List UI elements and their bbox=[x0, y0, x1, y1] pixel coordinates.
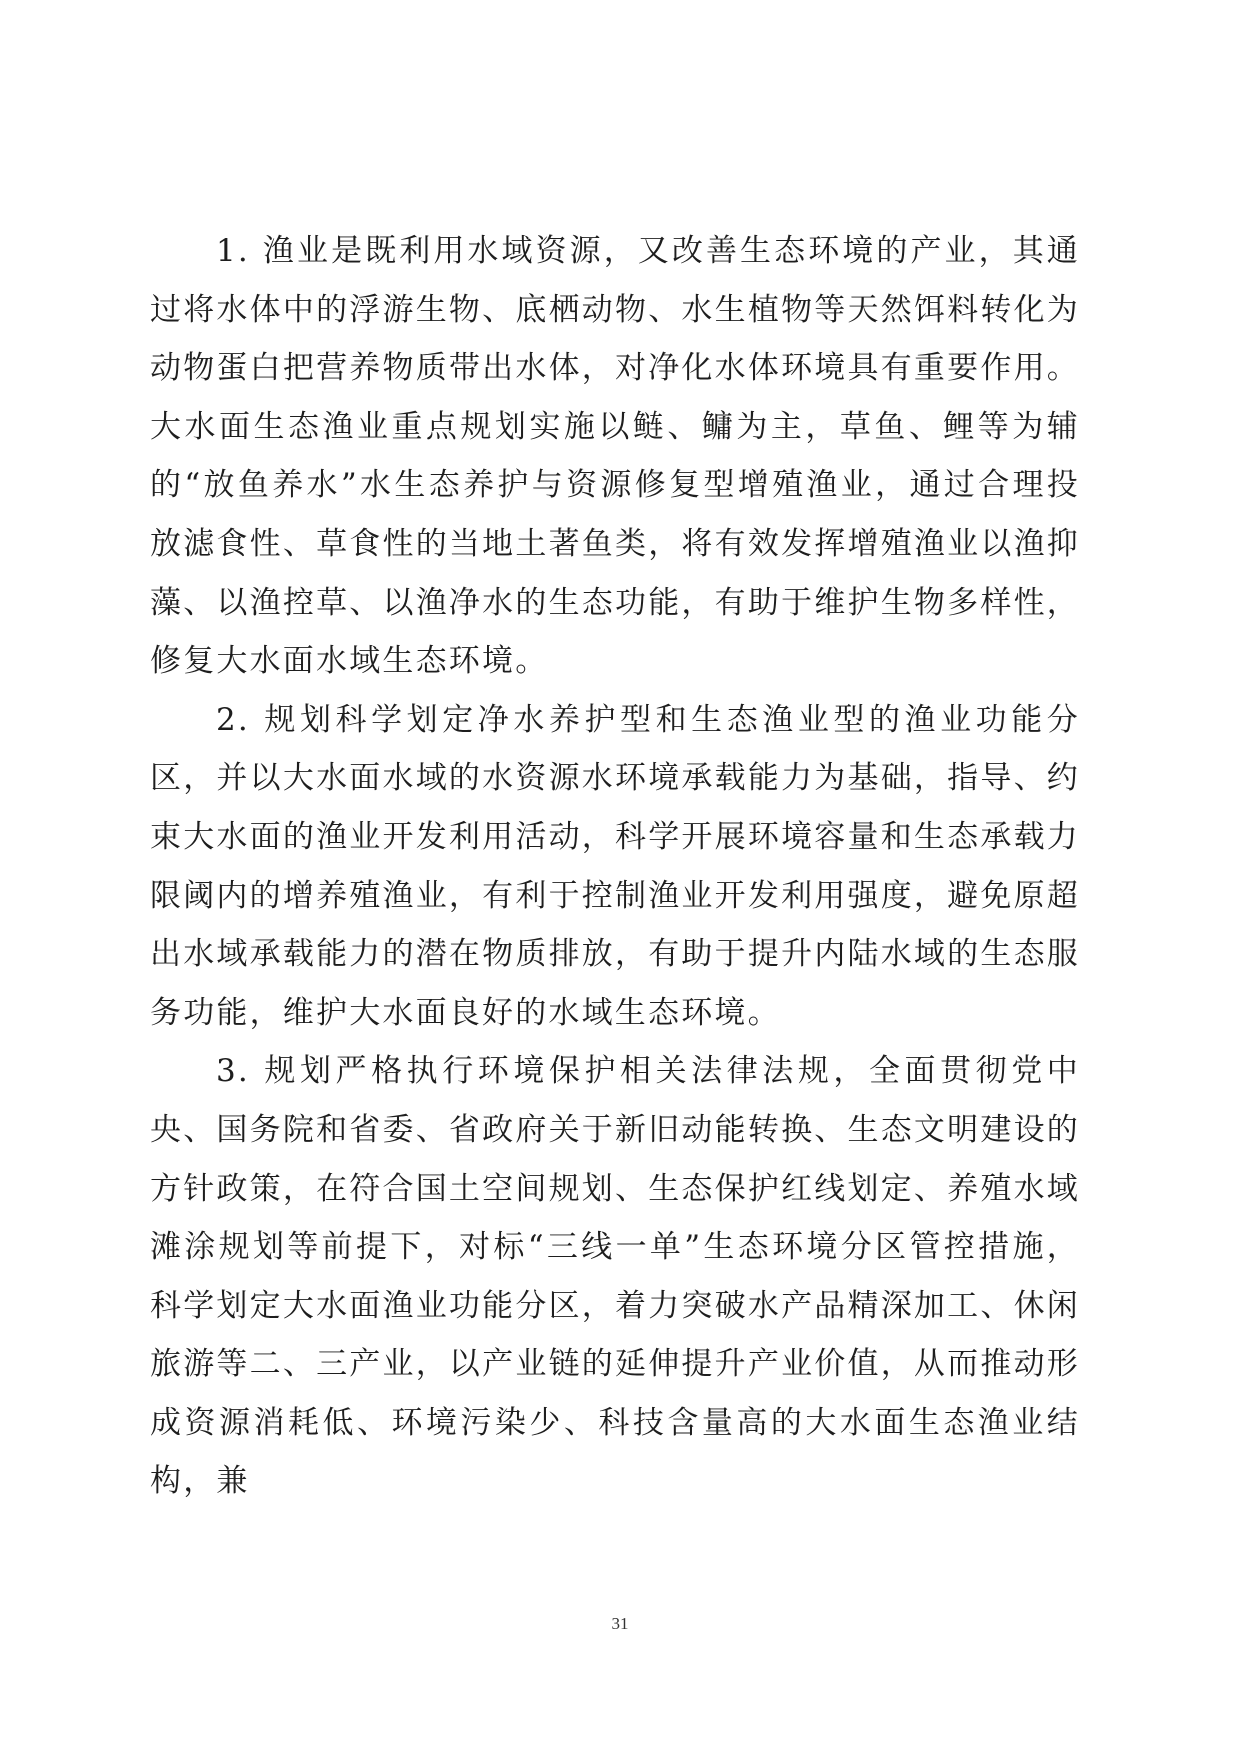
paragraph-2: 2. 规划科学划定净水养护型和生态渔业型的渔业功能分区，并以大水面水域的水资源水环境承载能力为基础，指导、约束大水面的渔业开发利用活动，科学开展环境容量和生态承载力限阈内的增养殖渔业，有利于控制渔业开发利用强度，避免原超出水域承载能力的潜在物质排放，有助于提升内陆水域的生态服务功能，维护大水面良好的水域生态环境。 bbox=[150, 701, 1080, 1031]
body-text bbox=[150, 222, 1080, 1511]
page-number: 31 bbox=[611, 1614, 629, 1633]
paragraph-1: 1. 渔业是既利用水域资源，又改善生态环境的产业，其通过将水体中的浮游生物、底栖动物、水生植物等天然饵料转化为动物蛋白把营养物质带出水体，对净化水体环境具有重要作用。大水面生态渔业重点规划实施以鲢、鳙为主，草鱼、鲤等为辅的“放鱼养水”水生态养护与资源修复型增殖渔业，通过合理投放滤食性、草食性的当地土著鱼类，将有效发挥增殖渔业以渔抑藻、以渔控草、以渔净水的生态功能，有助于维护生物多样性，修复大水面水域生态环境。 bbox=[150, 233, 1080, 680]
paragraph-3: 3. 规划严格执行环境保护相关法律法规，全面贯彻党中央、国务院和省委、省政府关于新旧动能转换、生态文明建设的方针政策，在符合国土空间规划、生态保护红线划定、养殖水域滩涂规划等前提下，对标“三线一单”生态环境分区管控措施，科学划定大水面渔业功能分区，着力突破水产品精深加工、休闲旅游等二、三产业，以产业链的延伸提升产业价值，从而推动形成资源消耗低、环境污染少、科技含量高的大水面生态渔业结构，兼 bbox=[150, 1053, 1080, 1500]
